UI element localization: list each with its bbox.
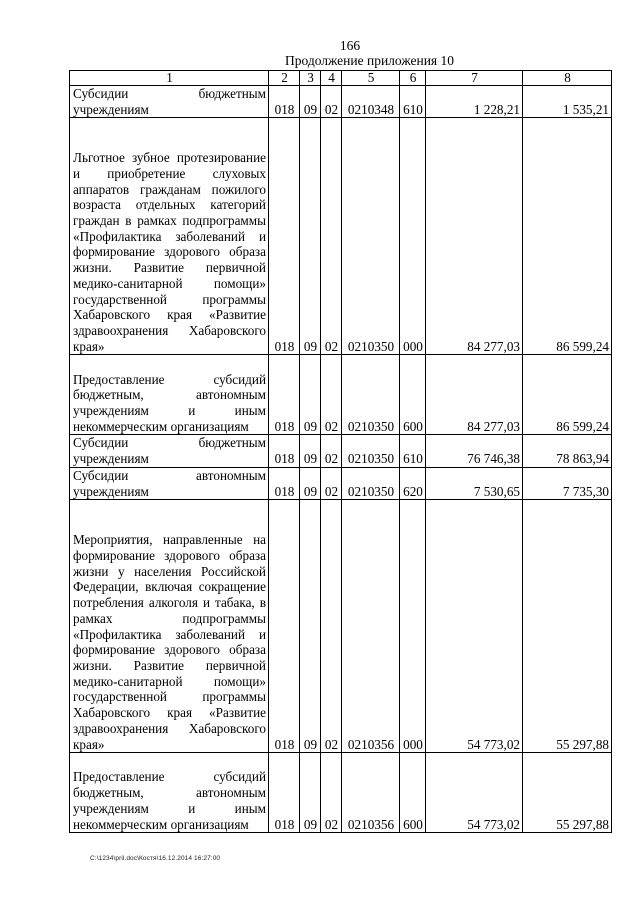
cell-code: 02 (321, 753, 342, 833)
row-name: Льготное зубное протезирование и приобретение слуховых аппаратов гражданам пожилого возраста отдельных категорий граждан в рамках подпрограммы «Профилактика заболеваний и формирование здорового образа жизни. Развитие первичной медико-санитарной помощи» государственной программы Хабаровского края «Развитие здравоохранения Хабаровского края» (70, 118, 269, 355)
table-header-row (70, 71, 612, 86)
row-name: Предоставление субсидий бюджетным, автономным учреждениям и иным некоммерческим организациям (70, 753, 269, 833)
cell-amount: 1 535,21 (523, 86, 612, 118)
header-cell: 1 (70, 71, 269, 86)
cell-amount: 84 277,03 (426, 118, 523, 355)
cell-code: 02 (321, 467, 342, 499)
cell-amount: 76 746,38 (426, 435, 523, 467)
cell-amount: 55 297,88 (523, 753, 612, 833)
cell-amount: 7 735,30 (523, 467, 612, 499)
cell-code: 09 (300, 467, 321, 499)
footer-file-path: C:\1234\pril.doc\Костя\16.12.2014 16:27:00 (90, 855, 221, 862)
table-row (70, 467, 612, 499)
cell-code: 600 (400, 753, 426, 833)
header-cell: 7 (426, 71, 523, 86)
cell-amount: 54 773,02 (426, 500, 523, 753)
cell-code: 02 (321, 355, 342, 435)
cell-code: 620 (400, 467, 426, 499)
cell-code: 09 (300, 435, 321, 467)
cell-code: 018 (269, 435, 300, 467)
cell-amount: 86 599,24 (523, 118, 612, 355)
cell-code: 09 (300, 753, 321, 833)
cell-code: 000 (400, 118, 426, 355)
table-row (70, 500, 612, 753)
cell-code: 610 (400, 86, 426, 118)
cell-code: 09 (300, 86, 321, 118)
cell-code: 018 (269, 753, 300, 833)
row-name: Предоставление субсидий бюджетным, автономным учреждениям и иным некоммерческим организациям (70, 355, 269, 435)
cell-code: 02 (321, 86, 342, 118)
cell-amount: 1 228,21 (426, 86, 523, 118)
cell-code: 0210350 (342, 118, 400, 355)
cell-amount: 84 277,03 (426, 355, 523, 435)
cell-code: 0210356 (342, 500, 400, 753)
header-cell: 3 (300, 71, 321, 86)
cell-code: 0210350 (342, 467, 400, 499)
cell-code: 02 (321, 500, 342, 753)
cell-code: 018 (269, 118, 300, 355)
header-cell: 4 (321, 71, 342, 86)
cell-code: 0210356 (342, 753, 400, 833)
row-name: Субсидии автономным учреждениям (70, 467, 269, 499)
row-name: Субсидии бюджетным учреждениям (70, 435, 269, 467)
cell-code: 09 (300, 118, 321, 355)
table-row (70, 118, 612, 355)
cell-code: 018 (269, 355, 300, 435)
cell-code: 0210350 (342, 355, 400, 435)
cell-amount: 54 773,02 (426, 753, 523, 833)
table-row (70, 753, 612, 833)
table-row (70, 435, 612, 467)
table-row (70, 355, 612, 435)
cell-amount: 78 863,94 (523, 435, 612, 467)
cell-code: 018 (269, 500, 300, 753)
row-name: Субсидии бюджетным учреждениям (70, 86, 269, 118)
cell-code: 0210348 (342, 86, 400, 118)
header-cell: 5 (342, 71, 400, 86)
cell-code: 600 (400, 355, 426, 435)
budget-table (69, 70, 612, 833)
cell-amount: 7 530,65 (426, 467, 523, 499)
cell-code: 0210350 (342, 435, 400, 467)
cell-code: 610 (400, 435, 426, 467)
cell-code: 02 (321, 435, 342, 467)
cell-code: 018 (269, 86, 300, 118)
header-cell: 2 (269, 71, 300, 86)
table-row (70, 86, 612, 118)
row-name: Мероприятия, направленные на формирование здорового образа жизни у населения Российской Федерации, включая сокращение потребления алкоголя и табака, в рамках подпрограммы «Профилактика заболеваний и формирование здорового образа жизни. Развитие первичной медико-санитарной помощи» государственной программы Хабаровского края «Развитие здравоохранения Хабаровского края» (70, 500, 269, 753)
continuation-title: Продолжение приложения 10 (284, 53, 455, 68)
cell-code: 018 (269, 467, 300, 499)
cell-code: 000 (400, 500, 426, 753)
cell-code: 09 (300, 500, 321, 753)
cell-amount: 55 297,88 (523, 500, 612, 753)
cell-code: 02 (321, 118, 342, 355)
header-cell: 8 (523, 71, 612, 86)
cell-amount: 86 599,24 (523, 355, 612, 435)
page-number: 166 (339, 38, 361, 53)
cell-code: 09 (300, 355, 321, 435)
header-cell: 6 (400, 71, 426, 86)
